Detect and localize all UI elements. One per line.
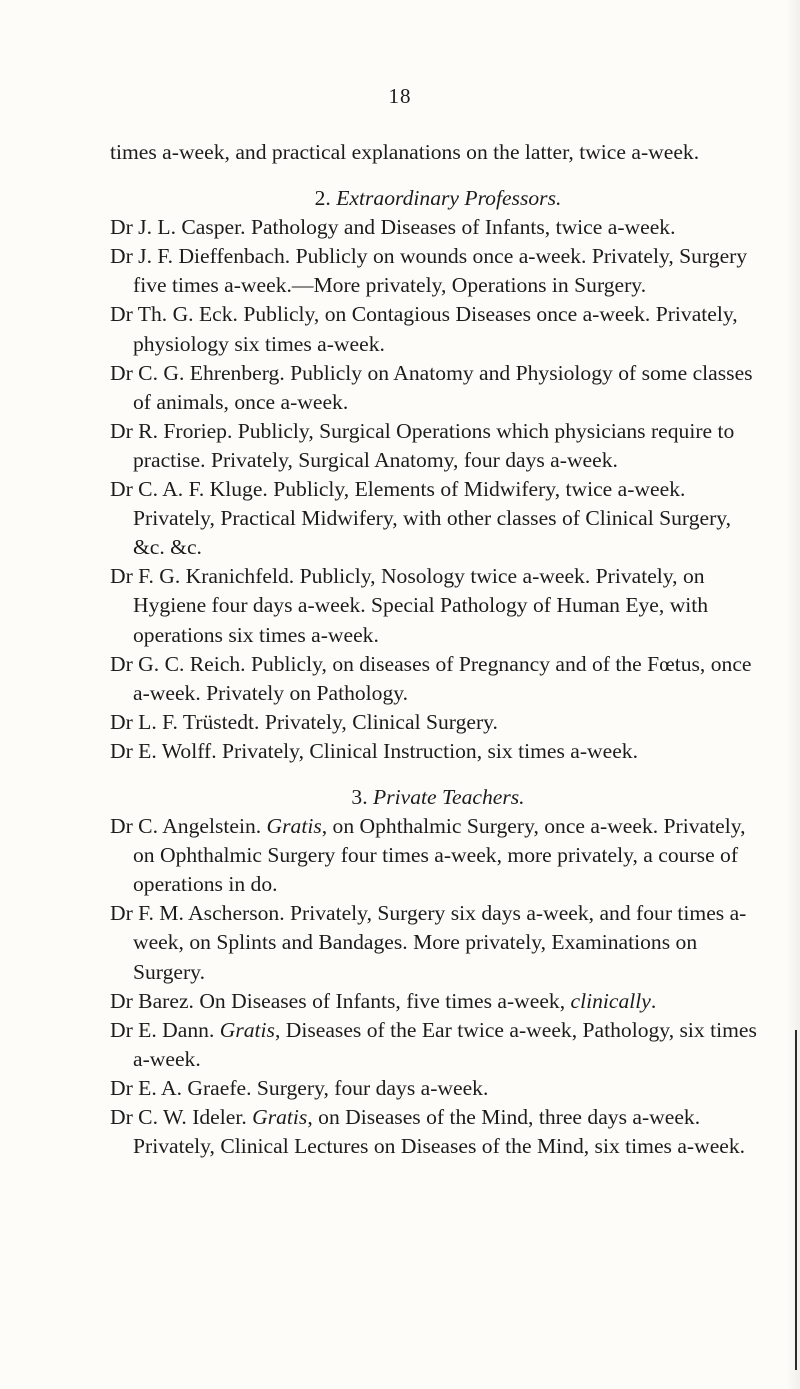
entry-dieffenbach: Dr J. F. Dieffenbach. Publicly on wounds once a-week. Privately, Surgery five times a-week.—More privately, Operations in Surgery.: [110, 244, 748, 298]
page-number: 18: [388, 84, 412, 108]
entry-froriep: Dr R. Froriep. Publicly, Surgical Operations which physicians require to practise. Privately, Surgical Anatomy, four days a-week.: [110, 418, 735, 472]
section-title: Extraordinary Professors.: [336, 186, 562, 211]
entry-reich: Dr G. C. Reich. Publicly, on diseases of Pregnancy and of the Fœtus, once a-week. Privately on Pathology.: [110, 651, 752, 705]
entry-text: .: [650, 988, 657, 1013]
entry-graefe: Dr E. A. Graefe. Surgery, four days a-week.: [110, 1075, 489, 1100]
section-number: 3.: [351, 784, 368, 809]
section-heading-private-teachers: [110, 783, 766, 812]
page-edge-shadow: [786, 0, 800, 1389]
entry-text: Dr Barez. On Diseases of Infants, five times a-week,: [110, 988, 571, 1013]
section-number: 2.: [314, 186, 331, 211]
entry-ideler: [110, 1103, 766, 1161]
entry-casper: Dr J. L. Casper. Pathology and Diseases of Infants, twice a-week.: [110, 215, 676, 240]
entry-angelstein: [110, 812, 766, 899]
entry-barez: [110, 987, 766, 1016]
entry-ehrenberg: Dr C. G. Ehrenberg. Publicly on Anatomy and Physiology of some classes of animals, once a-week.: [110, 360, 753, 414]
entry-kluge: Dr C. A. F. Kluge. Publicly, Elements of Midwifery, twice a-week. Privately, Practical Midwifery, with other classes of Clinical Surgery, &c. &c.: [110, 477, 732, 560]
entry-text: Dr C. Angelstein.: [110, 814, 267, 839]
gratis-italic: Gratis: [266, 814, 322, 839]
entry-text: , Diseases of the Ear twice a-week, Pathology, six times a-week.: [133, 1017, 757, 1071]
entry-kranichfeld: Dr F. G. Kranichfeld. Publicly, Nosology twice a-week. Privately, on Hygiene four days a-week. Special Pathology of Human Eye, with operations six times a-week.: [110, 564, 709, 647]
entry-truestedt: Dr L. F. Trüstedt. Privately, Clinical Surgery.: [110, 709, 498, 734]
entry-ascherson: Dr F. M. Ascherson. Privately, Surgery six days a-week, and four times a-week, on Splints and Bandages. More privately, Examinations on Surgery.: [110, 901, 747, 984]
gratis-italic: Gratis: [219, 1017, 275, 1042]
gratis-italic: Gratis: [252, 1105, 308, 1129]
entry-text: , on Diseases of the Mind, three days a-week. Privately, Clinical Lectures on Diseases of the Mind, six times a-week.: [133, 1105, 746, 1159]
page-body: [110, 138, 766, 1161]
clinically-italic: clinically: [570, 988, 651, 1013]
entry-dann: [110, 1016, 766, 1074]
section-heading-extraordinary-professors: [110, 184, 766, 213]
entry-wolff: Dr E. Wolff. Privately, Clinical Instruction, six times a-week.: [110, 738, 639, 763]
binding-edge-line: [795, 1030, 797, 1370]
entry-text: Dr E. Dann.: [110, 1017, 220, 1042]
entry-text: Dr C. W. Ideler.: [110, 1105, 253, 1129]
entry-eck: Dr Th. G. Eck. Publicly, on Contagious Diseases once a-week. Privately, physiology six times a-week.: [110, 302, 738, 356]
entry-text: , on Ophthalmic Surgery, once a-week. Privately, on Ophthalmic Surgery four times a-week, more privately, a course of operations in do.: [133, 814, 746, 897]
section-title: Private Teachers.: [373, 784, 525, 809]
continued-paragraph: times a-week, and practical explanations on the latter, twice a-week.: [110, 140, 700, 164]
